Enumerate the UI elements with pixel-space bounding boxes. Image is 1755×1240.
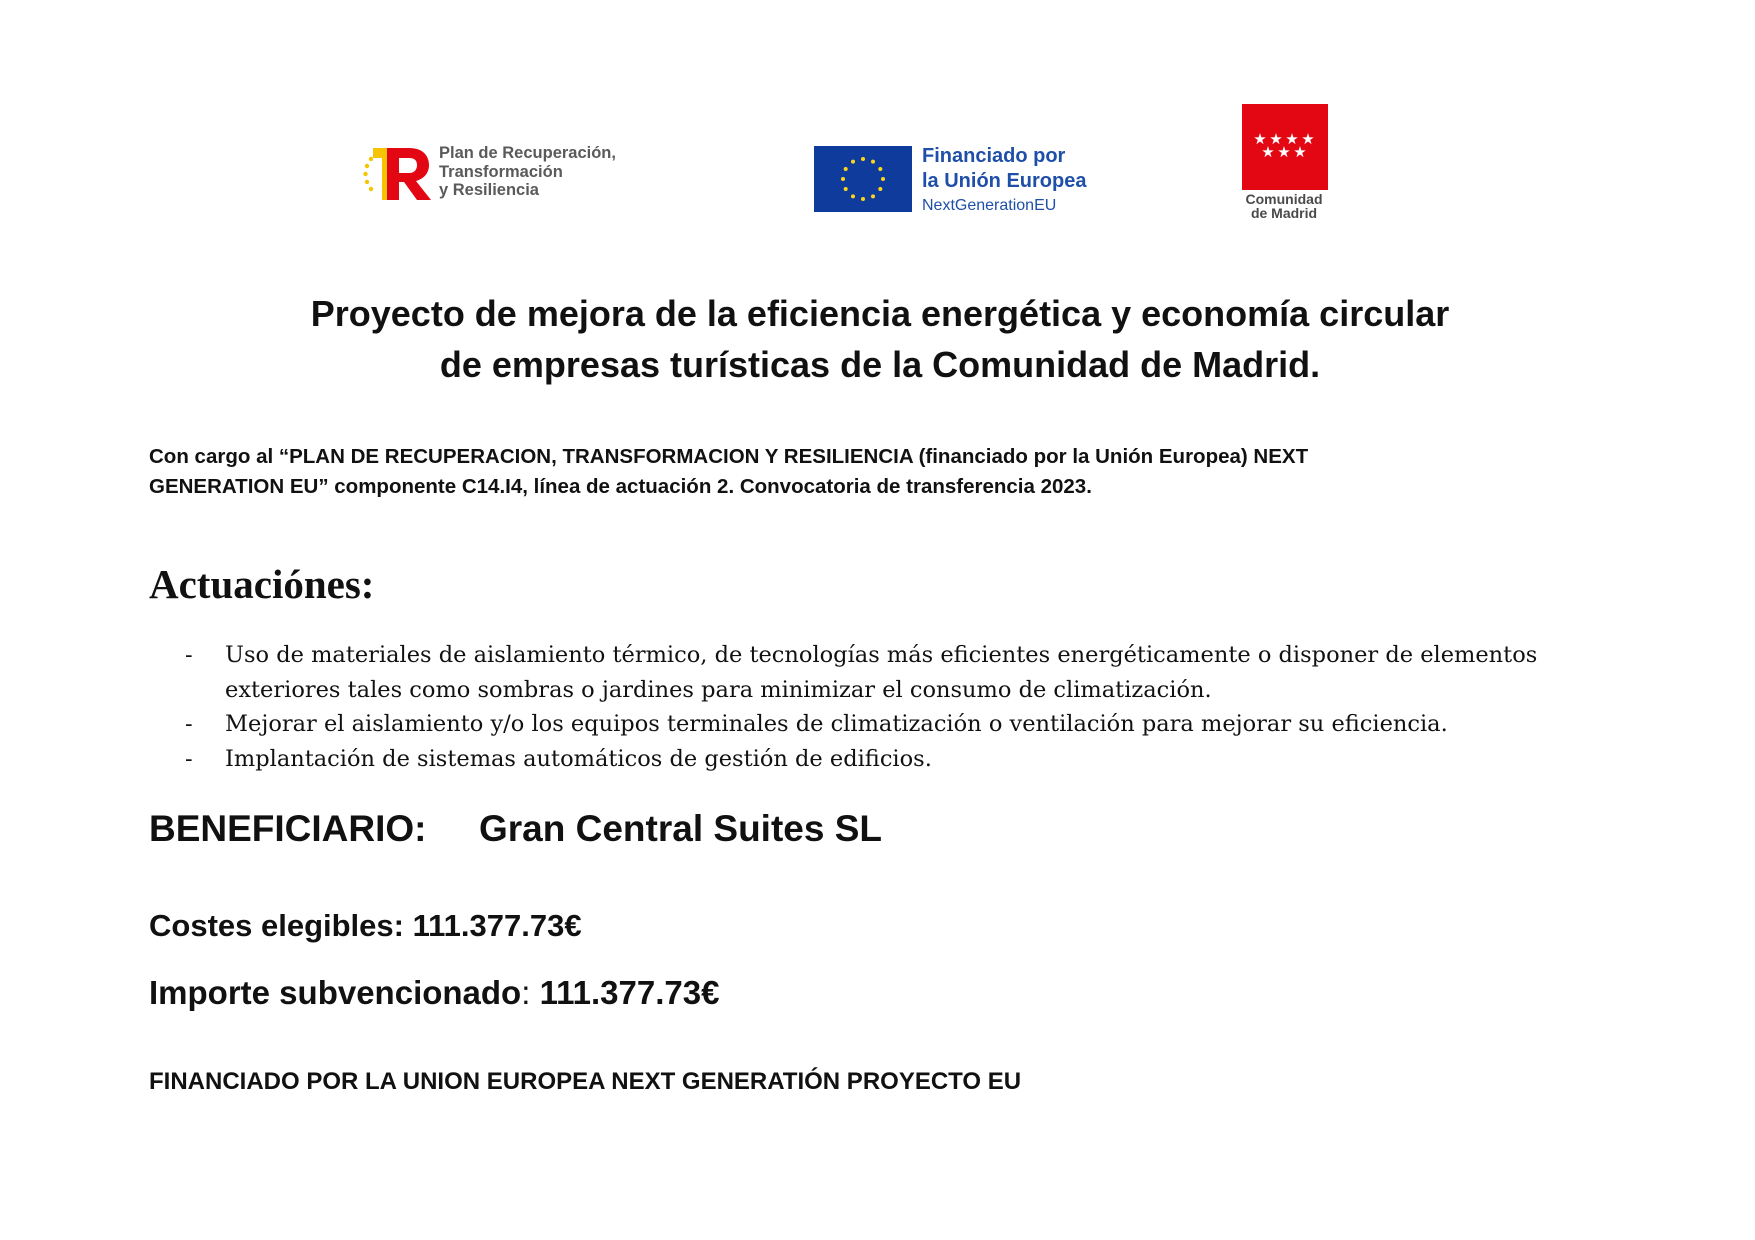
beneficiario-value: Gran Central Suites SL bbox=[479, 808, 882, 849]
costes-value: 111.377.73€ bbox=[412, 908, 582, 943]
eu-line1: Financiado por bbox=[922, 145, 1066, 167]
actuaciones-list bbox=[185, 638, 1635, 776]
dash-bullet: - bbox=[185, 642, 193, 668]
eu-star bbox=[844, 167, 848, 171]
page-title bbox=[150, 288, 1610, 390]
eu-star bbox=[878, 187, 882, 191]
importe-colon: : bbox=[521, 974, 531, 1011]
prtr-line1: Plan de Recuperación, bbox=[439, 144, 616, 162]
madrid-flag-icon bbox=[1242, 104, 1328, 190]
beneficiario-label: BENEFICIARIO: bbox=[149, 808, 427, 849]
dash-bullet: - bbox=[185, 711, 193, 737]
eu-star bbox=[851, 160, 855, 164]
list-item-text: Uso de materiales de aislamiento térmico, de tecnologías más eficientes energéticamente o disponer de elementos exteriores tales como sombras o jardines para minimizar el consumo de climatización. bbox=[225, 642, 1538, 703]
intro-line1: Con cargo al “PLAN DE RECUPERACION, TRANSFORMACION Y RESILIENCIA (financiado por la Unión Europea) NEXT bbox=[149, 445, 1309, 468]
footer-text: FINANCIADO POR LA UNION EUROPEA NEXT GENERATIÓN PROYECTO EU bbox=[149, 1068, 1022, 1095]
list-item bbox=[185, 742, 1635, 777]
eu-star bbox=[881, 177, 885, 181]
tr-logo-icon bbox=[363, 144, 437, 202]
eu-star bbox=[861, 197, 865, 201]
prtr-logo bbox=[363, 138, 653, 208]
eu-logo bbox=[814, 144, 1104, 220]
prtr-logo-text bbox=[439, 144, 616, 200]
eu-star bbox=[878, 167, 882, 171]
madrid-logo-text bbox=[1238, 192, 1330, 220]
svg-text:★: ★ bbox=[1253, 130, 1267, 148]
prtr-line3: y Resiliencia bbox=[439, 181, 539, 199]
intro-line2: GENERATION EU” componente C14.I4, línea de actuación 2. Convocatoria de transferencia 2023. bbox=[149, 475, 1092, 498]
svg-text:★: ★ bbox=[1293, 143, 1307, 161]
eu-star bbox=[841, 177, 845, 181]
costes-label: Costes elegibles: bbox=[149, 908, 404, 943]
svg-text:★: ★ bbox=[1269, 130, 1283, 148]
dash-bullet: - bbox=[185, 745, 193, 772]
title-line2: de empresas turísticas de la Comunidad de Madrid. bbox=[439, 344, 1321, 385]
madrid-line1: Comunidad bbox=[1245, 191, 1323, 207]
title-line1: Proyecto de mejora de la eficiencia energética y economía circular bbox=[310, 293, 1450, 334]
list-item bbox=[185, 638, 1635, 707]
svg-text:★: ★ bbox=[1261, 143, 1275, 161]
eu-star bbox=[851, 194, 855, 198]
prtr-line2: Transformación bbox=[439, 162, 563, 181]
intro-paragraph bbox=[149, 442, 1549, 502]
madrid-logo bbox=[1238, 104, 1330, 228]
eu-star bbox=[844, 187, 848, 191]
importe-label: Importe subvencionado bbox=[149, 974, 522, 1011]
importe-line bbox=[149, 972, 719, 1014]
svg-text:★: ★ bbox=[1301, 130, 1315, 148]
svg-text:★: ★ bbox=[1285, 130, 1299, 148]
eu-line3: NextGenerationEU bbox=[922, 197, 1057, 214]
eu-line2: la Unión Europea bbox=[922, 170, 1087, 192]
eu-flag-icon bbox=[814, 146, 912, 212]
beneficiario-line bbox=[149, 806, 882, 852]
importe-value: 111.377.73€ bbox=[539, 974, 720, 1011]
list-item-text: Implantación de sistemas automáticos de gestión de edificios. bbox=[225, 745, 932, 772]
eu-star bbox=[871, 160, 875, 164]
costes-line bbox=[149, 906, 582, 946]
eu-star bbox=[871, 194, 875, 198]
eu-logo-text bbox=[922, 144, 1086, 218]
eu-star bbox=[861, 157, 865, 161]
list-item-text: Mejorar el aislamiento y/o los equipos terminales de climatización o ventilación para mejorar su eficiencia. bbox=[225, 711, 1448, 737]
actuaciones-heading: Actuaciónes: bbox=[149, 561, 375, 607]
list-item bbox=[185, 707, 1635, 742]
svg-text:★: ★ bbox=[1277, 143, 1291, 161]
madrid-line2: de Madrid bbox=[1250, 205, 1318, 221]
